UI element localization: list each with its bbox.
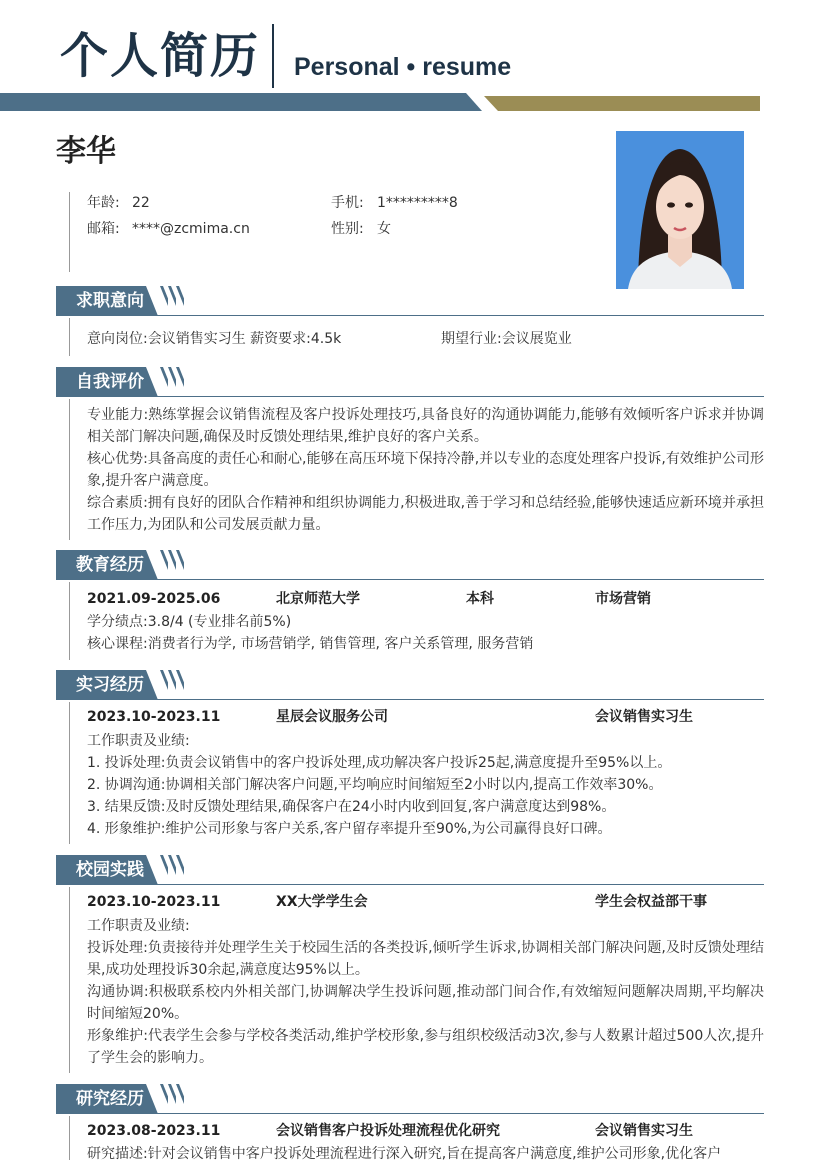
tab-stripe	[160, 855, 168, 885]
campus-role: 学生会权益部干事	[595, 894, 707, 910]
section-header-internship	[56, 670, 764, 702]
section-rule	[56, 699, 764, 700]
tab-stripe	[160, 670, 168, 700]
internship-intro: 工作职责及业绩:	[87, 733, 190, 749]
research-date: 2023.08-2023.11	[87, 1123, 221, 1139]
internship-role: 会议销售实习生	[595, 709, 693, 725]
section-title: 研究经历	[76, 1089, 144, 1109]
tab-stripe	[176, 855, 184, 885]
profile-photo	[616, 131, 744, 289]
campus-image: 形象维护:代表学生会参与学校各类活动,维护学校形象,参与组织校级活动3次,参与人数累计超过500人次,提升了学生会的影响力。	[87, 1028, 764, 1066]
tab-stripe	[176, 286, 184, 316]
gender-value: 女	[377, 221, 391, 237]
campus-complaints: 投诉处理:负责接待并处理学生关于校园生活的各类投诉,倾听学生诉求,协调相关部门解决问题,及时反馈处理结果,成功处理投诉30余起,满意度达95%以上。	[87, 940, 764, 978]
tab-stripe	[168, 670, 176, 700]
internship-date: 2023.10-2023.11	[87, 709, 221, 725]
section-header-self-eval	[56, 367, 764, 399]
tab-stripe	[168, 286, 176, 316]
title-divider	[272, 24, 274, 88]
research-row	[87, 1120, 764, 1142]
tab-stripe	[168, 1084, 176, 1114]
section-rule	[56, 396, 764, 397]
phone-value: 1*********8	[377, 195, 458, 211]
section-header-intention	[56, 286, 764, 318]
intention-text: 意向岗位:会议销售实习生 薪资要求:4.5k	[87, 331, 342, 347]
section-rule	[56, 1113, 764, 1114]
intention-industry: 期望行业:会议展览业	[441, 331, 572, 347]
header-bar-blue	[0, 93, 482, 111]
section-vline	[69, 1116, 70, 1160]
tab-stripe	[176, 550, 184, 580]
age-label: 年龄:	[87, 195, 120, 211]
tab-stripe	[160, 1084, 168, 1114]
section-header-campus	[56, 855, 764, 887]
age-value: 22	[132, 195, 150, 211]
portrait-image	[616, 131, 744, 289]
education-degree: 本科	[466, 591, 494, 607]
internship-item-2: 2. 协调沟通:协调相关部门解决客户问题,平均响应时间缩短至2小时以内,提高工作效率30%。	[87, 777, 663, 793]
resume-title: 个人简历	[60, 28, 261, 84]
resume-subtitle: Personal • resume	[294, 53, 512, 81]
section-title: 求职意向	[76, 291, 144, 311]
internship-item-4: 4. 形象维护:维护公司形象与客户关系,客户留存率提升至90%,为公司赢得良好口碑。	[87, 821, 612, 837]
internship-company: 星辰会议服务公司	[276, 709, 388, 725]
tab-stripe	[176, 670, 184, 700]
education-gpa: 学分绩点:3.8/4 (专业排名前5%)	[87, 614, 292, 630]
self-eval-professional: 专业能力:熟练掌握会议销售流程及客户投诉处理技巧,具备良好的沟通协调能力,能够有效倾听客户诉求并协调相关部门解决问题,确保及时反馈处理结果,维护良好的客户关系。	[87, 407, 764, 445]
section-rule	[56, 884, 764, 885]
self-eval-strength: 核心优势:具备高度的责任心和耐心,能够在高压环境下保持冷静,并以专业的态度处理客户投诉,有效维护公司形象,提升客户满意度。	[87, 451, 764, 489]
tab-stripe	[160, 367, 168, 397]
tab-stripe	[160, 550, 168, 580]
education-courses: 核心课程:消费者行为学, 市场营销学, 销售管理, 客户关系管理, 服务营销	[87, 636, 534, 652]
self-eval-quality: 综合素质:拥有良好的团队合作精神和组织协调能力,积极进取,善于学习和总结经验,能够快速适应新环境并承担工作压力,为团队和公司发展贡献力量。	[87, 495, 764, 533]
tab-stripe	[168, 550, 176, 580]
tab-stripe	[168, 367, 176, 397]
research-topic: 会议销售客户投诉处理流程优化研究	[276, 1123, 500, 1139]
section-title: 实习经历	[76, 675, 144, 695]
internship-item-1: 1. 投诉处理:负责会议销售中的客户投诉处理,成功解决客户投诉25起,满意度提升至95%以上。	[87, 755, 672, 771]
internship-item-3: 3. 结果反馈:及时反馈处理结果,确保客户在24小时内收到回复,客户满意度达到98%。	[87, 799, 616, 815]
section-header-research	[56, 1084, 764, 1116]
header-bar-gold	[484, 96, 760, 111]
education-date: 2021.09-2025.06	[87, 591, 221, 607]
section-vline	[69, 702, 70, 844]
education-row	[87, 588, 764, 610]
education-major: 市场营销	[595, 591, 651, 607]
section-vline	[69, 887, 70, 1073]
section-vline	[69, 582, 70, 660]
education-school: 北京师范大学	[276, 591, 360, 607]
tab-stripe	[160, 286, 168, 316]
section-rule	[56, 579, 764, 580]
info-divider	[69, 192, 70, 272]
research-description: 研究描述:针对会议销售中客户投诉处理流程进行深入研究,旨在提高客户满意度,维护公司形象,优化客户	[87, 1146, 722, 1160]
section-vline	[69, 399, 70, 540]
email-label: 邮箱:	[87, 221, 120, 237]
section-title: 教育经历	[76, 555, 144, 575]
campus-org: XX大学学生会	[276, 894, 368, 910]
campus-communication: 沟通协调:积极联系校内外相关部门,协调解决学生投诉问题,推动部门间合作,有效缩短问题解决周期,平均解决时间缩短20%。	[87, 984, 764, 1022]
section-vline	[69, 318, 70, 356]
person-name: 李华	[56, 134, 116, 169]
section-header-education	[56, 550, 764, 582]
phone-label: 手机:	[331, 195, 364, 211]
section-title: 自我评价	[76, 372, 144, 392]
internship-row	[87, 706, 764, 728]
campus-date: 2023.10-2023.11	[87, 894, 221, 910]
research-role: 会议销售实习生	[595, 1123, 693, 1139]
section-rule	[56, 315, 764, 316]
campus-row	[87, 891, 764, 913]
tab-stripe	[168, 855, 176, 885]
resume-header	[0, 0, 820, 115]
tab-stripe	[176, 1084, 184, 1114]
tab-stripe	[176, 367, 184, 397]
section-title: 校园实践	[76, 860, 144, 880]
gender-label: 性别:	[331, 221, 364, 237]
campus-intro: 工作职责及业绩:	[87, 918, 190, 934]
email-value: ****@zcmima.cn	[132, 221, 250, 237]
